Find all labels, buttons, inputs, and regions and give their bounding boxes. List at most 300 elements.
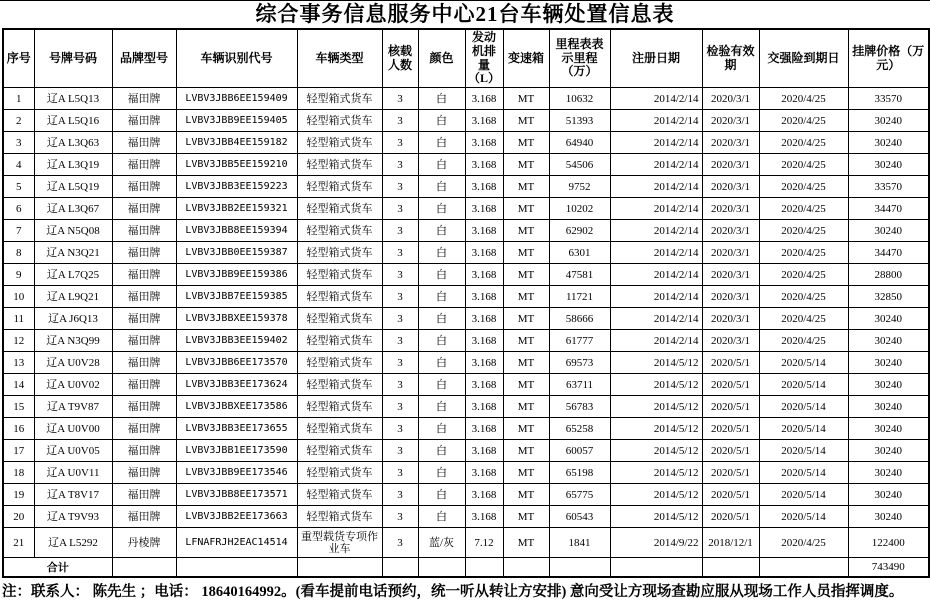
cell-insurance-expiry: 2020/5/14 xyxy=(759,418,848,440)
cell-reg-date: 2014/5/12 xyxy=(610,396,702,418)
cell-price: 30240 xyxy=(848,308,929,330)
cell-price: 30240 xyxy=(848,352,929,374)
cell-vin: LVBV3JBB4EE159182 xyxy=(176,132,297,154)
cell-color: 白 xyxy=(418,506,465,528)
cell-color: 白 xyxy=(418,396,465,418)
table-row xyxy=(3,330,929,352)
table-row xyxy=(3,352,929,374)
cell-no: 10 xyxy=(3,286,34,308)
cell-mileage: 58666 xyxy=(549,308,610,330)
cell-type: 轻型箱式货车 xyxy=(297,286,382,308)
cell-no: 19 xyxy=(3,484,34,506)
cell-engine: 3.168 xyxy=(465,264,503,286)
cell-insurance-expiry: 2020/4/25 xyxy=(759,176,848,198)
total-empty-cell xyxy=(382,558,418,577)
cell-inspection-valid: 2018/12/1 xyxy=(702,528,759,558)
cell-price: 30240 xyxy=(848,132,929,154)
cell-vin: LVBV3JBBXEE159378 xyxy=(176,308,297,330)
cell-price: 30240 xyxy=(848,110,929,132)
cell-no: 12 xyxy=(3,330,34,352)
header-row xyxy=(3,29,929,88)
cell-inspection-valid: 2020/3/1 xyxy=(702,286,759,308)
cell-gearbox: MT xyxy=(503,88,549,110)
total-row xyxy=(3,558,929,577)
cell-seats: 3 xyxy=(382,396,418,418)
cell-reg-date: 2014/2/14 xyxy=(610,220,702,242)
cell-type: 轻型箱式货车 xyxy=(297,88,382,110)
cell-mileage: 63711 xyxy=(549,374,610,396)
cell-plate: 辽A N3Q99 xyxy=(34,330,112,352)
cell-gearbox: MT xyxy=(503,132,549,154)
col-header-color: 颜色 xyxy=(418,29,465,88)
cell-insurance-expiry: 2020/4/25 xyxy=(759,264,848,286)
cell-mileage: 10202 xyxy=(549,198,610,220)
total-empty-cell xyxy=(176,558,297,577)
cell-inspection-valid: 2020/5/1 xyxy=(702,418,759,440)
total-label: 合计 xyxy=(3,558,112,577)
cell-brand: 福田牌 xyxy=(112,484,176,506)
cell-engine: 3.168 xyxy=(465,506,503,528)
cell-insurance-expiry: 2020/5/14 xyxy=(759,374,848,396)
cell-reg-date: 2014/2/14 xyxy=(610,286,702,308)
cell-inspection-valid: 2020/3/1 xyxy=(702,264,759,286)
cell-no: 9 xyxy=(3,264,34,286)
cell-brand: 福田牌 xyxy=(112,308,176,330)
cell-price: 30240 xyxy=(848,330,929,352)
cell-engine: 3.168 xyxy=(465,132,503,154)
cell-seats: 3 xyxy=(382,154,418,176)
cell-type: 轻型箱式货车 xyxy=(297,462,382,484)
page-title: 综合事务信息服务中心21台车辆处置信息表 xyxy=(255,2,675,26)
cell-reg-date: 2014/5/12 xyxy=(610,484,702,506)
cell-color: 白 xyxy=(418,220,465,242)
cell-vin: LVBV3JBBXEE173586 xyxy=(176,396,297,418)
table-row xyxy=(3,264,929,286)
table-row xyxy=(3,396,929,418)
cell-price: 34470 xyxy=(848,242,929,264)
cell-reg-date: 2014/5/12 xyxy=(610,418,702,440)
cell-type: 轻型箱式货车 xyxy=(297,220,382,242)
cell-mileage: 56783 xyxy=(549,396,610,418)
cell-inspection-valid: 2020/3/1 xyxy=(702,330,759,352)
cell-engine: 3.168 xyxy=(465,440,503,462)
cell-price: 32850 xyxy=(848,286,929,308)
total-value: 743490 xyxy=(848,558,929,577)
cell-type: 轻型箱式货车 xyxy=(297,132,382,154)
col-header-price: 挂牌价格（万元） xyxy=(848,29,929,88)
table-row xyxy=(3,110,929,132)
cell-inspection-valid: 2020/5/1 xyxy=(702,374,759,396)
cell-seats: 3 xyxy=(382,352,418,374)
cell-vin: LVBV3JBB1EE173590 xyxy=(176,440,297,462)
cell-insurance-expiry: 2020/5/14 xyxy=(759,440,848,462)
cell-no: 2 xyxy=(3,110,34,132)
cell-seats: 3 xyxy=(382,462,418,484)
cell-color: 白 xyxy=(418,418,465,440)
cell-inspection-valid: 2020/5/1 xyxy=(702,440,759,462)
cell-vin: LVBV3JBB9EE159386 xyxy=(176,264,297,286)
cell-reg-date: 2014/2/14 xyxy=(610,330,702,352)
col-header-seats: 核载人数 xyxy=(382,29,418,88)
cell-vin: LVBV3JBB6EE159409 xyxy=(176,88,297,110)
table-body xyxy=(3,88,929,558)
table-row xyxy=(3,132,929,154)
cell-mileage: 60057 xyxy=(549,440,610,462)
vehicle-table xyxy=(2,28,930,578)
cell-color: 白 xyxy=(418,286,465,308)
cell-seats: 3 xyxy=(382,374,418,396)
cell-inspection-valid: 2020/3/1 xyxy=(702,176,759,198)
cell-vin: LVBV3JBB3EE159402 xyxy=(176,330,297,352)
cell-no: 14 xyxy=(3,374,34,396)
cell-type: 重型载货专项作业车 xyxy=(297,528,382,558)
total-empty-cell xyxy=(465,558,503,577)
cell-brand: 福田牌 xyxy=(112,132,176,154)
cell-engine: 3.168 xyxy=(465,220,503,242)
cell-brand: 福田牌 xyxy=(112,220,176,242)
cell-gearbox: MT xyxy=(503,242,549,264)
cell-color: 白 xyxy=(418,242,465,264)
cell-insurance-expiry: 2020/4/25 xyxy=(759,308,848,330)
cell-color: 白 xyxy=(418,110,465,132)
cell-price: 30240 xyxy=(848,462,929,484)
cell-plate: 辽A N3Q21 xyxy=(34,242,112,264)
cell-plate: 辽A T9V93 xyxy=(34,506,112,528)
cell-price: 30240 xyxy=(848,374,929,396)
cell-brand: 福田牌 xyxy=(112,440,176,462)
cell-no: 18 xyxy=(3,462,34,484)
cell-vin: LVBV3JBB9EE173546 xyxy=(176,462,297,484)
col-header-insurance-expiry: 交强险到期日 xyxy=(759,29,848,88)
cell-gearbox: MT xyxy=(503,198,549,220)
cell-color: 白 xyxy=(418,88,465,110)
cell-mileage: 47581 xyxy=(549,264,610,286)
cell-type: 轻型箱式货车 xyxy=(297,506,382,528)
cell-inspection-valid: 2020/3/1 xyxy=(702,110,759,132)
cell-inspection-valid: 2020/3/1 xyxy=(702,154,759,176)
cell-price: 30240 xyxy=(848,506,929,528)
cell-brand: 福田牌 xyxy=(112,374,176,396)
cell-inspection-valid: 2020/5/1 xyxy=(702,352,759,374)
cell-plate: 辽A L5Q13 xyxy=(34,88,112,110)
cell-color: 白 xyxy=(418,352,465,374)
cell-no: 1 xyxy=(3,88,34,110)
cell-inspection-valid: 2020/3/1 xyxy=(702,308,759,330)
col-header-brand: 品牌型号 xyxy=(112,29,176,88)
cell-color: 白 xyxy=(418,440,465,462)
cell-type: 轻型箱式货车 xyxy=(297,198,382,220)
cell-inspection-valid: 2020/5/1 xyxy=(702,396,759,418)
cell-type: 轻型箱式货车 xyxy=(297,352,382,374)
cell-reg-date: 2014/2/14 xyxy=(610,308,702,330)
cell-reg-date: 2014/9/22 xyxy=(610,528,702,558)
col-header-gearbox: 变速箱 xyxy=(503,29,549,88)
cell-color: 白 xyxy=(418,308,465,330)
total-empty-cell xyxy=(610,558,702,577)
cell-brand: 福田牌 xyxy=(112,462,176,484)
cell-brand: 福田牌 xyxy=(112,154,176,176)
cell-engine: 3.168 xyxy=(465,154,503,176)
cell-reg-date: 2014/2/14 xyxy=(610,88,702,110)
cell-type: 轻型箱式货车 xyxy=(297,110,382,132)
cell-price: 30240 xyxy=(848,440,929,462)
cell-reg-date: 2014/2/14 xyxy=(610,264,702,286)
table-row xyxy=(3,220,929,242)
col-header-type: 车辆类型 xyxy=(297,29,382,88)
cell-engine: 3.168 xyxy=(465,374,503,396)
cell-plate: 辽A N5Q08 xyxy=(34,220,112,242)
cell-no: 11 xyxy=(3,308,34,330)
cell-gearbox: MT xyxy=(503,374,549,396)
cell-vin: LFNAFRJH2EAC14514 xyxy=(176,528,297,558)
cell-mileage: 11721 xyxy=(549,286,610,308)
table-row xyxy=(3,286,929,308)
cell-reg-date: 2014/2/14 xyxy=(610,132,702,154)
cell-insurance-expiry: 2020/4/25 xyxy=(759,286,848,308)
cell-insurance-expiry: 2020/4/25 xyxy=(759,110,848,132)
table-row xyxy=(3,308,929,330)
cell-plate: 辽A U0V02 xyxy=(34,374,112,396)
cell-inspection-valid: 2020/3/1 xyxy=(702,220,759,242)
cell-plate: 辽A L3Q19 xyxy=(34,154,112,176)
cell-vin: LVBV3JBB3EE159223 xyxy=(176,176,297,198)
cell-reg-date: 2014/5/12 xyxy=(610,374,702,396)
col-header-no: 序号 xyxy=(3,29,34,88)
table-row xyxy=(3,528,929,558)
cell-gearbox: MT xyxy=(503,528,549,558)
cell-plate: 辽A L5Q16 xyxy=(34,110,112,132)
cell-insurance-expiry: 2020/5/14 xyxy=(759,484,848,506)
cell-reg-date: 2014/5/12 xyxy=(610,440,702,462)
cell-gearbox: MT xyxy=(503,176,549,198)
cell-engine: 7.12 xyxy=(465,528,503,558)
cell-inspection-valid: 2020/3/1 xyxy=(702,242,759,264)
cell-color: 白 xyxy=(418,198,465,220)
col-header-engine: 发动机排量（L） xyxy=(465,29,503,88)
cell-vin: LVBV3JBB8EE159394 xyxy=(176,220,297,242)
cell-no: 5 xyxy=(3,176,34,198)
total-empty-cell xyxy=(702,558,759,577)
cell-gearbox: MT xyxy=(503,308,549,330)
cell-mileage: 69573 xyxy=(549,352,610,374)
cell-engine: 3.168 xyxy=(465,462,503,484)
cell-seats: 3 xyxy=(382,264,418,286)
cell-plate: 辽A U0V00 xyxy=(34,418,112,440)
cell-plate: 辽A L5292 xyxy=(34,528,112,558)
cell-insurance-expiry: 2020/4/25 xyxy=(759,220,848,242)
cell-seats: 3 xyxy=(382,176,418,198)
cell-seats: 3 xyxy=(382,308,418,330)
cell-plate: 辽A U0V28 xyxy=(34,352,112,374)
cell-plate: 辽A T9V87 xyxy=(34,396,112,418)
cell-plate: 辽A L5Q19 xyxy=(34,176,112,198)
cell-color: 白 xyxy=(418,462,465,484)
cell-plate: 辽A L7Q25 xyxy=(34,264,112,286)
cell-vin: LVBV3JBB3EE173655 xyxy=(176,418,297,440)
cell-reg-date: 2014/5/12 xyxy=(610,462,702,484)
cell-inspection-valid: 2020/3/1 xyxy=(702,88,759,110)
cell-inspection-valid: 2020/3/1 xyxy=(702,132,759,154)
cell-type: 轻型箱式货车 xyxy=(297,396,382,418)
cell-mileage: 6301 xyxy=(549,242,610,264)
cell-no: 3 xyxy=(3,132,34,154)
cell-insurance-expiry: 2020/4/25 xyxy=(759,132,848,154)
total-empty-cell xyxy=(112,558,176,577)
cell-gearbox: MT xyxy=(503,462,549,484)
cell-insurance-expiry: 2020/4/25 xyxy=(759,88,848,110)
cell-type: 轻型箱式货车 xyxy=(297,374,382,396)
table-row xyxy=(3,176,929,198)
cell-type: 轻型箱式货车 xyxy=(297,154,382,176)
cell-color: 白 xyxy=(418,176,465,198)
cell-mileage: 65198 xyxy=(549,462,610,484)
cell-price: 122400 xyxy=(848,528,929,558)
cell-price: 34470 xyxy=(848,198,929,220)
cell-seats: 3 xyxy=(382,484,418,506)
cell-seats: 3 xyxy=(382,220,418,242)
cell-insurance-expiry: 2020/5/14 xyxy=(759,462,848,484)
total-empty-cell xyxy=(418,558,465,577)
footer-note: 注：联系人： 陈先生 ；电话： 18640164992。(看车提前电话预约，统一听从转让方安排) 意向受让方现场查勘应服从现场工作人员指挥调度。 xyxy=(2,583,904,600)
cell-inspection-valid: 2020/3/1 xyxy=(702,198,759,220)
cell-seats: 3 xyxy=(382,242,418,264)
cell-mileage: 1841 xyxy=(549,528,610,558)
cell-reg-date: 2014/2/14 xyxy=(610,176,702,198)
cell-seats: 3 xyxy=(382,506,418,528)
cell-color: 白 xyxy=(418,264,465,286)
cell-gearbox: MT xyxy=(503,352,549,374)
table-row xyxy=(3,154,929,176)
cell-brand: 福田牌 xyxy=(112,506,176,528)
cell-engine: 3.168 xyxy=(465,396,503,418)
cell-engine: 3.168 xyxy=(465,88,503,110)
cell-insurance-expiry: 2020/4/25 xyxy=(759,198,848,220)
cell-no: 15 xyxy=(3,396,34,418)
cell-color: 白 xyxy=(418,154,465,176)
cell-reg-date: 2014/2/14 xyxy=(610,198,702,220)
total-empty-cell xyxy=(297,558,382,577)
cell-plate: 辽A J6Q13 xyxy=(34,308,112,330)
cell-insurance-expiry: 2020/5/14 xyxy=(759,352,848,374)
cell-insurance-expiry: 2020/4/25 xyxy=(759,154,848,176)
cell-type: 轻型箱式货车 xyxy=(297,308,382,330)
cell-no: 4 xyxy=(3,154,34,176)
cell-engine: 3.168 xyxy=(465,176,503,198)
cell-brand: 福田牌 xyxy=(112,330,176,352)
cell-no: 6 xyxy=(3,198,34,220)
cell-vin: LVBV3JBB9EE159405 xyxy=(176,110,297,132)
cell-seats: 3 xyxy=(382,330,418,352)
cell-brand: 丹棱牌 xyxy=(112,528,176,558)
cell-brand: 福田牌 xyxy=(112,198,176,220)
cell-price: 30240 xyxy=(848,154,929,176)
cell-gearbox: MT xyxy=(503,330,549,352)
cell-type: 轻型箱式货车 xyxy=(297,264,382,286)
cell-gearbox: MT xyxy=(503,418,549,440)
cell-engine: 3.168 xyxy=(465,286,503,308)
col-header-plate: 号牌号码 xyxy=(34,29,112,88)
cell-no: 7 xyxy=(3,220,34,242)
cell-mileage: 51393 xyxy=(549,110,610,132)
cell-brand: 福田牌 xyxy=(112,396,176,418)
cell-mileage: 60543 xyxy=(549,506,610,528)
cell-engine: 3.168 xyxy=(465,418,503,440)
cell-brand: 福田牌 xyxy=(112,352,176,374)
cell-reg-date: 2014/5/12 xyxy=(610,506,702,528)
cell-mileage: 65258 xyxy=(549,418,610,440)
cell-inspection-valid: 2020/5/1 xyxy=(702,484,759,506)
cell-no: 16 xyxy=(3,418,34,440)
cell-mileage: 64940 xyxy=(549,132,610,154)
table-row xyxy=(3,88,929,110)
cell-type: 轻型箱式货车 xyxy=(297,440,382,462)
table-row xyxy=(3,440,929,462)
cell-insurance-expiry: 2020/4/25 xyxy=(759,330,848,352)
cell-gearbox: MT xyxy=(503,484,549,506)
cell-price: 30240 xyxy=(848,396,929,418)
cell-vin: LVBV3JBB2EE173663 xyxy=(176,506,297,528)
col-header-reg-date: 注册日期 xyxy=(610,29,702,88)
cell-price: 33570 xyxy=(848,176,929,198)
cell-color: 白 xyxy=(418,132,465,154)
cell-reg-date: 2014/2/14 xyxy=(610,154,702,176)
cell-vin: LVBV3JBB5EE159210 xyxy=(176,154,297,176)
cell-brand: 福田牌 xyxy=(112,418,176,440)
cell-reg-date: 2014/5/12 xyxy=(610,352,702,374)
cell-color: 白 xyxy=(418,330,465,352)
cell-price: 33570 xyxy=(848,88,929,110)
cell-price: 28800 xyxy=(848,264,929,286)
cell-color: 蓝/灰 xyxy=(418,528,465,558)
cell-seats: 3 xyxy=(382,110,418,132)
cell-color: 白 xyxy=(418,374,465,396)
cell-plate: 辽A L3Q63 xyxy=(34,132,112,154)
cell-brand: 福田牌 xyxy=(112,176,176,198)
cell-engine: 3.168 xyxy=(465,484,503,506)
cell-type: 轻型箱式货车 xyxy=(297,242,382,264)
cell-no: 20 xyxy=(3,506,34,528)
cell-gearbox: MT xyxy=(503,440,549,462)
cell-seats: 3 xyxy=(382,528,418,558)
cell-mileage: 9752 xyxy=(549,176,610,198)
cell-plate: 辽A T8V17 xyxy=(34,484,112,506)
cell-vin: LVBV3JBB7EE159385 xyxy=(176,286,297,308)
cell-seats: 3 xyxy=(382,418,418,440)
cell-brand: 福田牌 xyxy=(112,264,176,286)
cell-insurance-expiry: 2020/4/25 xyxy=(759,242,848,264)
table-row xyxy=(3,462,929,484)
cell-vin: LVBV3JBB6EE173570 xyxy=(176,352,297,374)
cell-seats: 3 xyxy=(382,198,418,220)
cell-gearbox: MT xyxy=(503,110,549,132)
cell-engine: 3.168 xyxy=(465,242,503,264)
cell-brand: 福田牌 xyxy=(112,110,176,132)
cell-type: 轻型箱式货车 xyxy=(297,484,382,506)
total-empty-cell xyxy=(759,558,848,577)
cell-reg-date: 2014/2/14 xyxy=(610,110,702,132)
cell-insurance-expiry: 2020/5/14 xyxy=(759,506,848,528)
table-row xyxy=(3,198,929,220)
cell-seats: 3 xyxy=(382,440,418,462)
cell-engine: 3.168 xyxy=(465,198,503,220)
table-row xyxy=(3,374,929,396)
cell-no: 13 xyxy=(3,352,34,374)
cell-mileage: 62902 xyxy=(549,220,610,242)
cell-brand: 福田牌 xyxy=(112,242,176,264)
cell-seats: 3 xyxy=(382,132,418,154)
col-header-mileage: 里程表表示里程（万） xyxy=(549,29,610,88)
cell-vin: LVBV3JBB8EE173571 xyxy=(176,484,297,506)
